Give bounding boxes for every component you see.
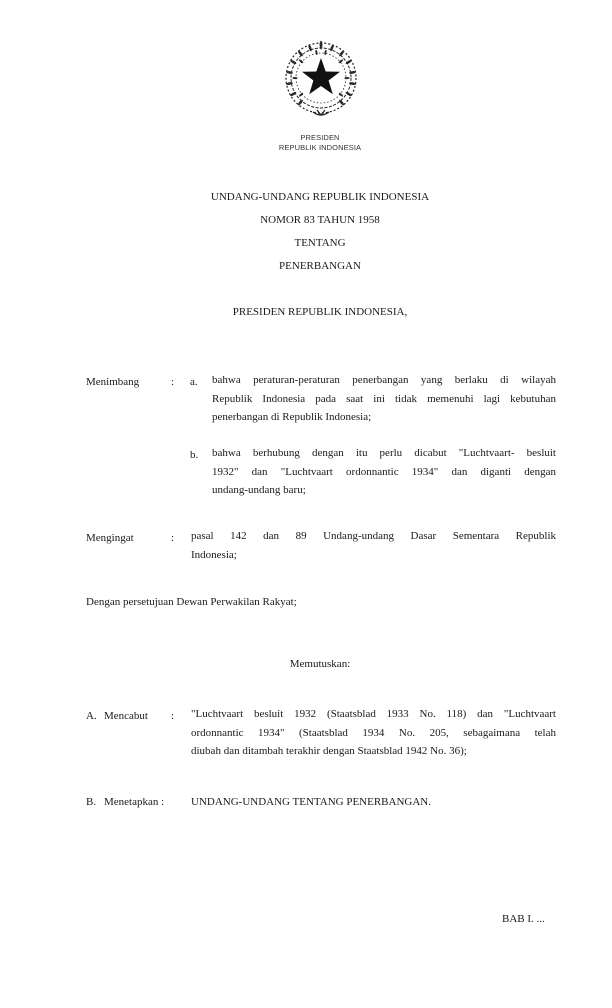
mencabut-label: Mencabut bbox=[104, 710, 148, 722]
mengingat-label: Mengingat bbox=[86, 532, 134, 544]
menimbang-b-text bbox=[212, 444, 556, 500]
page-continuation: BAB I. ... bbox=[502, 913, 545, 925]
menimbang-a-line: Republik Indonesia pada saat ini tidak memenuhi lagi kebutuhan bbox=[212, 392, 556, 405]
mencabut-line: "Luchtvaart besluit 1932 (Staatsblad 1933 No. 118) dan "Luchtvaart bbox=[191, 708, 556, 720]
menetapkan-text: UNDANG-UNDANG TENTANG PENERBANGAN. bbox=[191, 796, 431, 808]
presidential-emblem-icon bbox=[281, 40, 361, 120]
menetapkan-marker: B. bbox=[86, 796, 97, 808]
menimbang-b-marker: b. bbox=[190, 449, 199, 461]
mencabut-line: ordonnantic 1934" (Staatsblad 1934 No. 205, sebagaimana telah bbox=[191, 726, 556, 739]
mengingat-text bbox=[191, 527, 556, 564]
menimbang-a-line: bahwa peraturan-peraturan penerbangan yang berlaku di wilayah bbox=[212, 374, 556, 386]
menimbang-label: Menimbang bbox=[86, 376, 140, 388]
menimbang-b-line: 1932" dan "Luchtvaart ordonnantic 1934" dan diganti dengan bbox=[212, 465, 556, 478]
menimbang-a-marker: a. bbox=[190, 376, 198, 388]
mencabut-text bbox=[191, 705, 556, 761]
menimbang-b-line: bahwa berhubung dengan itu perlu dicabut "Luchtvaart- besluit bbox=[212, 447, 556, 459]
mencabut-line: diubah dan ditambah terakhir dengan Staatsblad 1942 No. 36); bbox=[191, 745, 467, 757]
menimbang-b-line: undang-undang baru; bbox=[212, 484, 306, 496]
preamble: PRESIDEN REPUBLIK INDONESIA, bbox=[232, 306, 408, 318]
title-line-3: TENTANG bbox=[294, 237, 346, 249]
letterhead-presiden: PRESIDEN bbox=[300, 133, 340, 142]
mencabut-marker: A. bbox=[86, 710, 97, 722]
menimbang-a-text bbox=[212, 371, 556, 427]
menetapkan-label: Menetapkan : bbox=[104, 796, 165, 808]
title-line-4: PENERBANGAN bbox=[279, 260, 361, 272]
menimbang-colon: : bbox=[171, 376, 175, 388]
letterhead-republik: REPUBLIK INDONESIA bbox=[278, 143, 362, 152]
mengingat-line: Indonesia; bbox=[191, 548, 237, 561]
title-line-2: NOMOR 83 TAHUN 1958 bbox=[260, 214, 380, 226]
mengingat-line: pasal 142 dan 89 Undang-undang Dasar Sementara Republik bbox=[191, 530, 556, 542]
persetujuan: Dengan persetujuan Dewan Perwakilan Rakyat; bbox=[86, 596, 297, 608]
mengingat-colon: : bbox=[171, 532, 175, 544]
memutuskan-heading: Memutuskan: bbox=[289, 658, 351, 670]
title-line-1: UNDANG-UNDANG REPUBLIK INDONESIA bbox=[210, 191, 430, 203]
mencabut-colon: : bbox=[171, 710, 175, 722]
menimbang-a-line: penerbangan di Republik Indonesia; bbox=[212, 411, 372, 423]
